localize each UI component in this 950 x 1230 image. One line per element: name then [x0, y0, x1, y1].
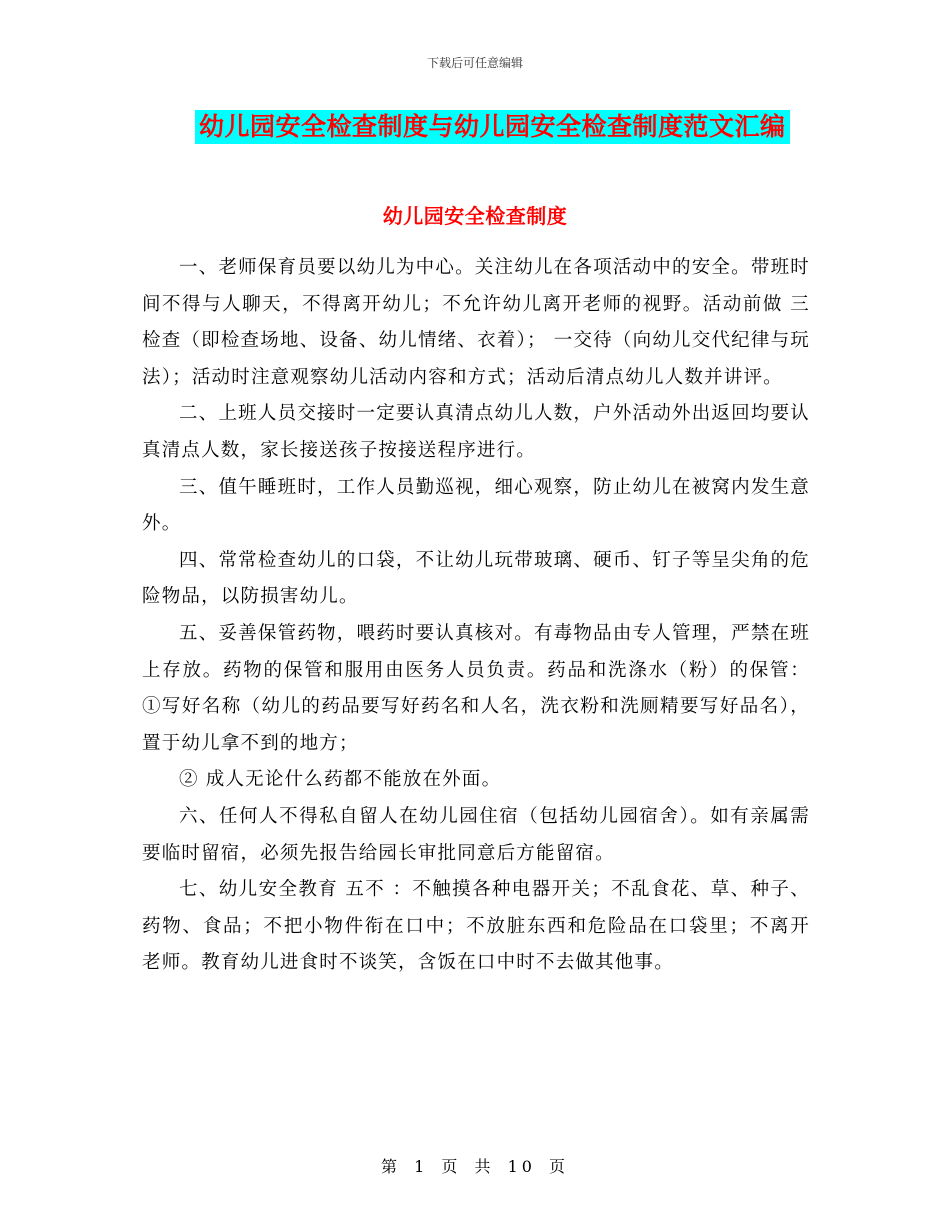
- paragraph-2: 二、上班人员交接时一定要认真清点幼儿人数，户外活动外出返回均要认真清点人数，家长接送孩子按接送程序进行。: [142, 403, 810, 461]
- paragraph-1: 一、老师保育员要以幼儿为中心。关注幼儿在各项活动中的安全。带班时间不得与人聊天，不得离开幼儿；不允许幼儿离开老师的视野。活动前做 三检查（即检查场地、设备、幼儿情绪、衣着）； 一交待（向幼儿交代纪律与玩法）；活动时注意观察幼儿活动内容和方式；活动后清点幼儿人数并讲评。: [142, 257, 810, 388]
- paragraph-6: ② 成人无论什么药都不能放在外面。: [179, 769, 502, 791]
- paragraph-7: 六、任何人不得私自留人在幼儿园住宿（包括幼儿园宿舍）。如有亲属需要临时留宿，必须先报告给园长审批同意后方能留宿。: [142, 805, 810, 864]
- header-note: 下载后可任意编辑: [426, 56, 523, 70]
- footer-total-pages: 10: [507, 1157, 536, 1176]
- main-title: 幼儿园安全检查制度与幼儿园安全检查制度范文汇编: [195, 110, 790, 144]
- footer-suffix: 页: [549, 1157, 570, 1176]
- footer-prefix: 第: [380, 1157, 401, 1176]
- section-title: 幼儿园安全检查制度: [382, 204, 568, 228]
- body-text: [142, 250, 810, 982]
- footer-page-word: 页: [441, 1157, 462, 1176]
- paragraph-8: 七、幼儿安全教育 五不 ：不触摸各种电器开关；不乱食花、草、种子、药物、食品；不把小物件衔在口中；不放脏东西和危险品在口袋里；不离开老师。教育幼儿进食时不谈笑，含饭在口中时不去做其他事。: [142, 879, 810, 974]
- paragraph-4: 四、常常检查幼儿的口袋，不让幼儿玩带玻璃、硬币、钉子等呈尖角的危险物品，以防损害幼儿。: [142, 549, 810, 608]
- page-footer: [0, 1154, 950, 1177]
- paragraph-5: 五、妥善保管药物，喂药时要认真核对。有毒物品由专人管理，严禁在班上存放。药物的保管和服用由医务人员负责。药品和洗涤水（粉）的保管：①写好名称（幼儿的药品要写好药名和人名，洗衣粉和洗厕精要写好品名），置于幼儿拿不到的地方；: [142, 622, 810, 754]
- footer-total-word: 共: [474, 1157, 495, 1176]
- footer-current-page: 1: [414, 1157, 429, 1176]
- paragraph-3: 三、值午睡班时，工作人员勤巡视，细心观察，防止幼儿在被窝内发生意外。: [142, 476, 810, 535]
